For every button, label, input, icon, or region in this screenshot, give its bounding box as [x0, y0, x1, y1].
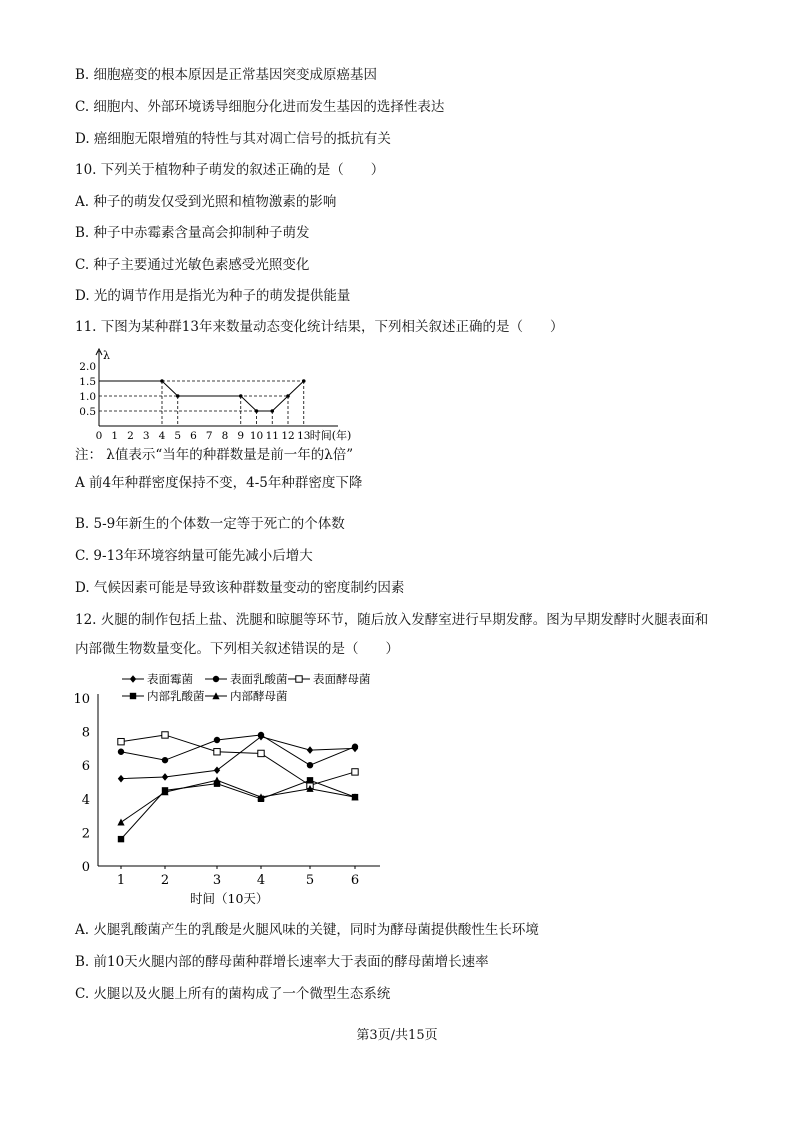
- data-point: [118, 749, 124, 755]
- data-point: [130, 693, 136, 699]
- q12-stem-line2: 内部微生物数量变化。下列相关叙述错误的是（ ）: [75, 641, 399, 657]
- x-tick-label: 4: [256, 873, 266, 888]
- data-point: [213, 777, 220, 784]
- q12-option-a: A. 火腿乳酸菌产生的乳酸是火腿风味的关键，同时为酵母菌提供酸性生长环境: [75, 922, 539, 938]
- x-tick-label: 8: [221, 430, 229, 442]
- q10-option-b: B. 种子中赤霉素含量高会抑制种子萌发: [75, 225, 310, 241]
- x-tick-label: 10: [249, 430, 264, 442]
- y-tick-label: 0: [81, 860, 90, 875]
- x-tick-label: 11: [265, 430, 279, 442]
- data-point: [352, 769, 358, 775]
- x-tick-label: 4: [158, 430, 166, 442]
- y-tick-label: 4: [81, 792, 90, 808]
- microbe-chart: [70, 668, 390, 912]
- y-tick-label: 8: [81, 725, 90, 741]
- x-tick-label: 7: [205, 430, 213, 442]
- x-tick-label: 3: [212, 873, 222, 888]
- data-point: [296, 676, 302, 682]
- data-point: [214, 737, 220, 743]
- x-tick-label: 9: [237, 430, 245, 442]
- legend-label: 表面酵母菌: [313, 672, 371, 686]
- q10-option-d: D. 光的调节作用是指光为种子的萌发提供能量: [75, 288, 351, 304]
- data-point: [117, 819, 124, 826]
- data-point: [258, 750, 264, 756]
- series-line: [121, 737, 355, 779]
- x-tick-label: 6: [350, 873, 360, 888]
- y-tick-label: 1.0: [79, 391, 96, 403]
- q11-option-d: D. 气候因素可能是导致该种群数量变动的密度制约因素: [75, 580, 405, 596]
- data-point: [118, 836, 124, 842]
- series-line: [121, 780, 355, 839]
- x-tick-label: 13: [297, 430, 311, 442]
- data-point: [255, 409, 259, 413]
- x-tick-label: 12: [281, 430, 295, 442]
- data-point: [118, 775, 124, 783]
- q9-option-b: B. 细胞癌变的根本原因是正常基因突变成原癌基因: [75, 67, 378, 83]
- x-tick-label: 2: [160, 873, 170, 888]
- data-point: [258, 732, 264, 738]
- q11-option-b: B. 5-9年新生的个体数一定等于死亡的个体数: [75, 516, 345, 532]
- q11-note: 注： λ值表示“当年的种群数量是前一年的λ倍”: [75, 447, 354, 463]
- legend-label: 内部酵母菌: [230, 689, 288, 703]
- data-point: [162, 773, 168, 781]
- data-point: [162, 757, 168, 763]
- data-point: [176, 394, 180, 398]
- q9-option-c: C. 细胞内、外部环境诱导细胞分化进而发生基因的选择性表达: [75, 99, 445, 115]
- data-point: [239, 394, 243, 398]
- data-point: [130, 675, 136, 683]
- y-tick-label: 1.5: [79, 376, 96, 388]
- y-tick-label: 2.0: [79, 361, 96, 373]
- q11-option-c: C. 9-13年环境容纳量可能先减小后增大: [75, 548, 313, 564]
- q10-stem: 10. 下列关于植物种子萌发的叙述正确的是（ ）: [75, 162, 385, 178]
- legend-label: 内部乳酸菌: [147, 689, 205, 703]
- legend-label: 表面霉菌: [147, 672, 193, 686]
- q10-option-a: A. 种子的萌发仅受到光照和植物激素的影响: [75, 194, 337, 210]
- data-point: [302, 379, 306, 383]
- x-axis-label: 时间(年): [309, 429, 352, 442]
- q11-stem: 11. 下图为某种群13年来数量动态变化统计结果，下列相关叙述正确的是（ ）: [75, 319, 564, 335]
- series-line: [121, 780, 355, 822]
- data-point: [162, 732, 168, 738]
- data-point: [307, 762, 313, 768]
- data-point: [213, 676, 219, 682]
- q12-option-c: C. 火腿以及火腿上所有的菌构成了一个微型生态系统: [75, 986, 391, 1002]
- data-point: [118, 738, 124, 744]
- x-tick-label: 1: [111, 430, 119, 442]
- x-tick-label: 3: [142, 430, 150, 442]
- legend-label: 表面乳酸菌: [230, 672, 288, 686]
- x-axis-label: 时间（10天）: [190, 891, 269, 906]
- data-point: [160, 379, 164, 383]
- q11-option-a: A 前4年种群密度保持不变，4-5年种群密度下降: [75, 475, 363, 491]
- y-tick-label: 2: [81, 826, 90, 842]
- x-tick-label: 1: [116, 873, 126, 888]
- data-point: [307, 746, 313, 754]
- data-point: [214, 749, 220, 755]
- y-tick-label: 10: [73, 692, 90, 707]
- data-point: [270, 409, 274, 413]
- x-tick-label: 0: [95, 430, 103, 442]
- x-tick-label: 5: [305, 873, 315, 888]
- data-point: [352, 744, 358, 750]
- q12-stem-line1: 12. 火腿的制作包括上盐、洗腿和晾腿等环节，随后放入发酵室进行早期发酵。图为早期发酵时火腿表面和: [75, 612, 709, 628]
- data-point: [307, 777, 313, 783]
- x-tick-label: 2: [127, 430, 134, 442]
- y-tick-label: 0.5: [79, 406, 96, 418]
- data-point: [286, 394, 290, 398]
- q10-option-c: C. 种子主要通过光敏色素感受光照变化: [75, 257, 310, 273]
- y-axis-label: λ: [103, 349, 110, 362]
- q12-option-b: B. 前10天火腿内部的酵母菌种群增长速率大于表面的酵母菌增长速率: [75, 954, 489, 970]
- page-footer: 第3页/共15页: [356, 1028, 438, 1043]
- x-tick-label: 6: [190, 430, 197, 442]
- data-point: [214, 766, 220, 774]
- lambda-chart: [72, 345, 372, 445]
- y-tick-label: 6: [81, 759, 90, 775]
- x-tick-label: 5: [174, 430, 182, 442]
- q9-option-d: D. 癌细胞无限增殖的特性与其对凋亡信号的抵抗有关: [75, 131, 391, 147]
